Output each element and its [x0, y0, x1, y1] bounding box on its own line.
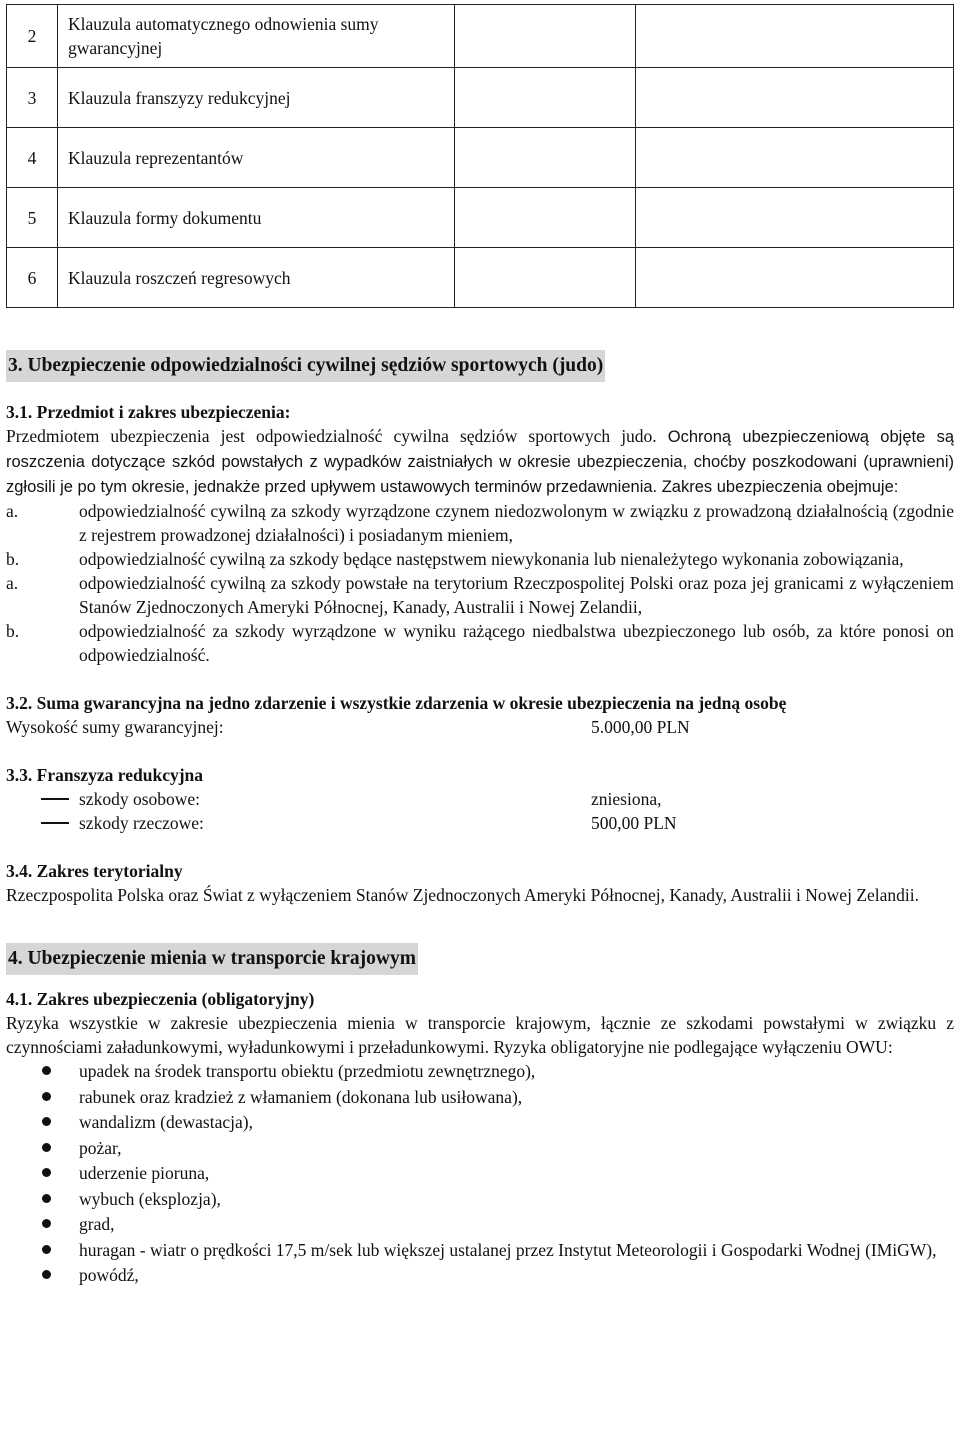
list-item-text: huragan - wiatr o prędkości 17,5 m/sek lub większej ustalanej przez Instytut Meteorologii i Gospodarki Wodnej (IMiGW), [79, 1239, 937, 1260]
clause-number: 3 [7, 68, 58, 128]
bullet-icon [6, 1085, 79, 1109]
bullet-icon [6, 1187, 79, 1211]
section-3-1 [6, 400, 954, 667]
dash-marker [6, 811, 79, 835]
section-3-title: 3. Ubezpieczenie odpowiedzialności cywilnej sędziów sportowych (judo) [6, 350, 605, 382]
table-row [7, 5, 954, 68]
section-3-2-heading: 3.2. Suma gwarancyjna na jedno zdarzenie i wszystkie zdarzenia w okresie ubezpieczenia na jedną osobę [6, 693, 787, 713]
list-marker: b. [6, 549, 20, 569]
deductible-row [6, 787, 954, 811]
bullet-icon [6, 1263, 79, 1287]
list-item [6, 1059, 954, 1083]
empty-cell [455, 5, 636, 68]
list-item-text: powódź, [79, 1265, 139, 1285]
list-item [6, 1110, 954, 1134]
clause-number: 2 [7, 5, 58, 68]
bullet-icon [6, 1110, 79, 1134]
section-3-3-heading: 3.3. Franszyza redukcyjna [6, 765, 204, 785]
section-3-1-list [6, 499, 954, 667]
table-row [7, 248, 954, 308]
list-item-text: odpowiedzialność cywilną za szkody wyrządzone czynem niedozwolonym w związku z prowadzoną działalnością (zgodnie z rejestrem prowadzonej działalności) i posiadanym mieniem, [79, 501, 954, 545]
table-row [7, 68, 954, 128]
list-marker: b. [6, 621, 20, 641]
table-row [7, 188, 954, 248]
deductible-label: szkody rzeczowe: [79, 813, 204, 833]
bullet-icon [6, 1212, 79, 1236]
empty-cell [455, 128, 636, 188]
list-item-text: odpowiedzialność cywilną za szkody będące następstwem niewykonania lub nienależytego wykonania zobowiązania, [79, 549, 904, 569]
list-item-text: wandalizm (dewastacja), [79, 1112, 253, 1132]
section-4-1-text: Ryzyka wszystkie w zakresie ubezpieczenia mienia w transporcie krajowym, łącznie ze szkodami powstałymi w związku z czynnościami załadunkowymi, wyładunkowymi i przeładunkowymi. Ryzyka obligatoryjne nie podlegające wyłączeniu OWU: [6, 1013, 954, 1057]
section-4-1 [6, 987, 954, 1287]
section-3-4 [6, 859, 954, 907]
list-item-text: odpowiedzialność cywilną za szkody powstałe na terytorium Rzeczpospolitej Polski oraz poza jej granicami z wyłączeniem Stanów Zjednoczonych Ameryki Północnej, Kanady, Australii i Nowej Zelandii, [79, 573, 954, 617]
clause-number: 5 [7, 188, 58, 248]
bullet-icon [6, 1136, 79, 1160]
empty-cell [636, 248, 954, 308]
list-item [6, 547, 954, 571]
section-3-1-paragraph [6, 424, 954, 499]
list-marker: a. [6, 501, 19, 521]
section-3-2 [6, 691, 954, 739]
deductible-value: zniesiona, [591, 789, 662, 809]
list-item-text: rabunek oraz kradzież z włamaniem (dokonana lub usiłowana), [79, 1086, 523, 1107]
section-3-1-heading: 3.1. Przedmiot i zakres ubezpieczenia: [6, 402, 291, 422]
clause-number: 6 [7, 248, 58, 308]
clause-name: Klauzula formy dokumentu [58, 188, 455, 248]
list-item [6, 571, 954, 619]
list-item [6, 1212, 954, 1236]
deductible-label: szkody osobowe: [79, 789, 201, 809]
sum-insured-label: Wysokość sumy gwarancyjnej: [6, 717, 224, 737]
section-3-1-intro: Przedmiotem ubezpieczenia jest odpowiedzialność cywilna sędziów sportowych judo. [6, 426, 657, 446]
empty-cell [455, 188, 636, 248]
list-item-text: grad, [79, 1214, 115, 1234]
sum-insured-row [6, 715, 954, 739]
list-item-text: upadek na środek transportu obiektu (przedmiotu zewnętrznego), [79, 1061, 536, 1081]
empty-cell [636, 188, 954, 248]
table-row [7, 128, 954, 188]
bullet-icon [6, 1238, 79, 1262]
document-page [6, 0, 954, 1289]
empty-cell [455, 68, 636, 128]
dash-marker [6, 787, 79, 811]
list-item [6, 1161, 954, 1185]
section-3 [6, 350, 954, 382]
deductible-row [6, 811, 954, 835]
sum-insured-value: 5.000,00 PLN [591, 717, 690, 737]
list-item [6, 1085, 954, 1109]
list-item [6, 1238, 954, 1262]
list-item-text: wybuch (eksplozja), [79, 1188, 221, 1209]
list-item [6, 499, 954, 547]
section-3-3 [6, 763, 954, 835]
list-item [6, 1136, 954, 1160]
clause-name: Klauzula franszyzy redukcyjnej [58, 68, 455, 128]
clause-name: Klauzula automatycznego odnowienia sumy gwarancyjnej [58, 5, 455, 68]
clauses-table [6, 4, 954, 308]
list-item [6, 1263, 954, 1287]
list-item-text: odpowiedzialność za szkody wyrządzone w wyniku rażącego niedbalstwa ubezpieczonego lub osób, za które ponosi on odpowiedzialność. [79, 621, 954, 665]
list-item-text: pożar, [79, 1137, 122, 1158]
section-3-1-body: Ochroną ubezpieczeniową objęte są roszczenia dotyczące szkód powstałych z wypadków zaistniałych w okresie ubezpieczenia, choćby poszkodowani (uprawnieni) zgłosili je po tym okresie, jednakże przed upływem ustawowych terminów przedawnienia. Zakres ubezpieczenia obejmuje: [6, 428, 954, 496]
deductible-value: 500,00 PLN [591, 813, 677, 833]
list-item [6, 619, 954, 667]
empty-cell [636, 68, 954, 128]
list-item-text: uderzenie pioruna, [79, 1163, 210, 1183]
section-4-title: 4. Ubezpieczenie mienia w transporcie krajowym [6, 943, 418, 975]
clause-number: 4 [7, 128, 58, 188]
section-3-4-heading: 3.4. Zakres terytorialny [6, 861, 183, 881]
list-item [6, 1187, 954, 1211]
clause-name: Klauzula reprezentantów [58, 128, 455, 188]
section-3-4-text: Rzeczpospolita Polska oraz Świat z wyłączeniem Stanów Zjednoczonych Ameryki Północnej, Kanady, Australii i Nowej Zelandii. [6, 885, 919, 905]
section-4 [6, 943, 954, 975]
bullet-icon [6, 1161, 79, 1185]
list-marker: a. [6, 573, 19, 593]
empty-cell [455, 248, 636, 308]
section-4-1-heading: 4.1. Zakres ubezpieczenia (obligatoryjny) [6, 989, 315, 1009]
bullet-icon [6, 1059, 79, 1083]
clause-name: Klauzula roszczeń regresowych [58, 248, 455, 308]
risk-bullet-list [6, 1059, 954, 1287]
empty-cell [636, 128, 954, 188]
empty-cell [636, 5, 954, 68]
